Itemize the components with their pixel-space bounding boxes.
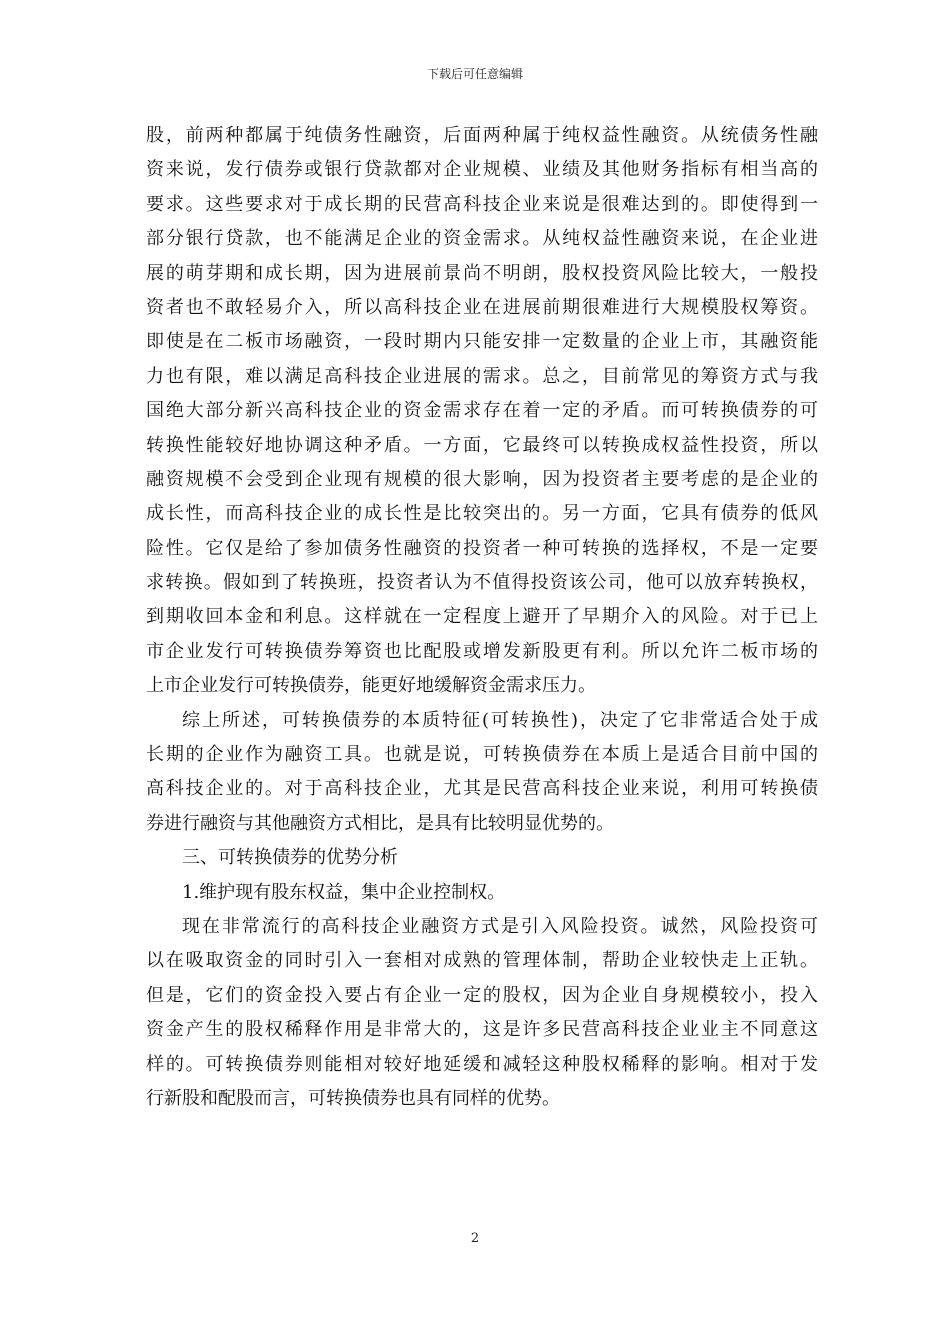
text-line: 但是，它们的资金投入要占有企业一定的股权，因为企业自身规模较小，投入 [146, 984, 818, 1006]
text-line: 行新股和配股而言，可转换债券也具有同样的优势。 [146, 1087, 560, 1109]
text-line: 长期的企业作为融资工具。也就是说，可转换债券在本质上是适合目前中国的 [146, 744, 818, 766]
text-line: 以在吸取资金的同时引入一套相对成熟的管理体制，帮助企业较快走上正轨。 [146, 950, 818, 972]
subsection-heading [146, 876, 818, 910]
text-line: 融资规模不会受到企业现有规模的很大影响，因为投资者主要考虑的是企业的 [146, 468, 818, 490]
text-line: 综上所述，可转换债券的本质特征(可转换性)，决定了它非常适合处于成 [182, 709, 818, 731]
text-line: 险性。它仅是给了参加债务性融资的投资者一种可转换的选择权，不是一定要 [146, 537, 818, 559]
heading-text: 1.维护现有股东权益，集中企业控制权。 [182, 881, 506, 903]
text-line: 力也有限，难以满足高科技企业进展的需求。总之，目前常见的筹资方式与我 [146, 365, 818, 387]
text-line: 求转换。假如到了转换班，投资者认为不值得投资该公司，他可以放弃转换权， [146, 572, 818, 594]
paragraph-2 [146, 704, 818, 842]
text-line: 要求。这些要求对于成长期的民营高科技企业来说是很难达到的。即使得到一 [146, 193, 818, 215]
text-line: 现在非常流行的高科技企业融资方式是引入风险投资。诚然，风险投资可 [182, 915, 818, 937]
text-line: 到期收回本金和利息。这样就在一定程度上避开了早期介入的风险。对于已上 [146, 606, 818, 628]
paragraph-3 [146, 910, 818, 1116]
page-number: 2 [470, 1231, 480, 1246]
text-line: 股，前两种都属于纯债务性融资，后面两种属于纯权益性融资。从统债务性融 [146, 125, 818, 146]
text-line: 部分银行贷款，也不能满足企业的资金需求。从纯权益性融资来说，在企业进 [146, 228, 818, 250]
text-line: 券进行融资与其他融资方式相比，是具有比较明显优势的。 [146, 812, 614, 834]
text-line: 成长性，而高科技企业的成长性是比较突出的。另一方面，它具有债券的低风 [146, 503, 818, 525]
text-line: 上市企业发行可转换债券，能更好地缓解资金需求压力。 [146, 675, 596, 697]
document-body [146, 119, 818, 1116]
text-line: 高科技企业的。对于高科技企业，尤其是民营高科技企业来说，利用可转换债 [146, 778, 818, 800]
text-line: 市企业发行可转换债券筹资也比配股或增发新股更有利。所以允许二板市场的 [146, 640, 818, 662]
text-line: 资来说，发行债券或银行贷款都对企业规模、业绩及其他财务指标有相当高的 [146, 159, 818, 181]
heading-text: 三、可转换债券的优势分析 [182, 847, 398, 869]
page-header: 下载后可任意编辑 [426, 67, 523, 81]
text-line: 国绝大部分新兴高科技企业的资金需求存在着一定的矛盾。而可转换债券的可 [146, 400, 818, 422]
text-line: 资者也不敢轻易介入，所以高科技企业在进展前期很难进行大规模股权筹资。 [146, 296, 818, 318]
text-line: 展的萌芽期和成长期，因为进展前景尚不明朗，股权投资风险比较大，一般投 [146, 262, 818, 284]
section-heading [146, 841, 818, 875]
paragraph-1 [146, 119, 818, 704]
text-line: 样的。可转换债券则能相对较好地延缓和减轻这种股权稀释的影响。相对于发 [146, 1053, 818, 1075]
text-line: 资金产生的股权稀释作用是非常大的，这是许多民营高科技企业业主不同意这 [146, 1019, 818, 1041]
text-line: 转换性能较好地协调这种矛盾。一方面，它最终可以转换成权益性投资，所以 [146, 434, 818, 456]
text-line: 即使是在二板市场融资，一段时期内只能安排一定数量的企业上市，其融资能 [146, 331, 818, 353]
